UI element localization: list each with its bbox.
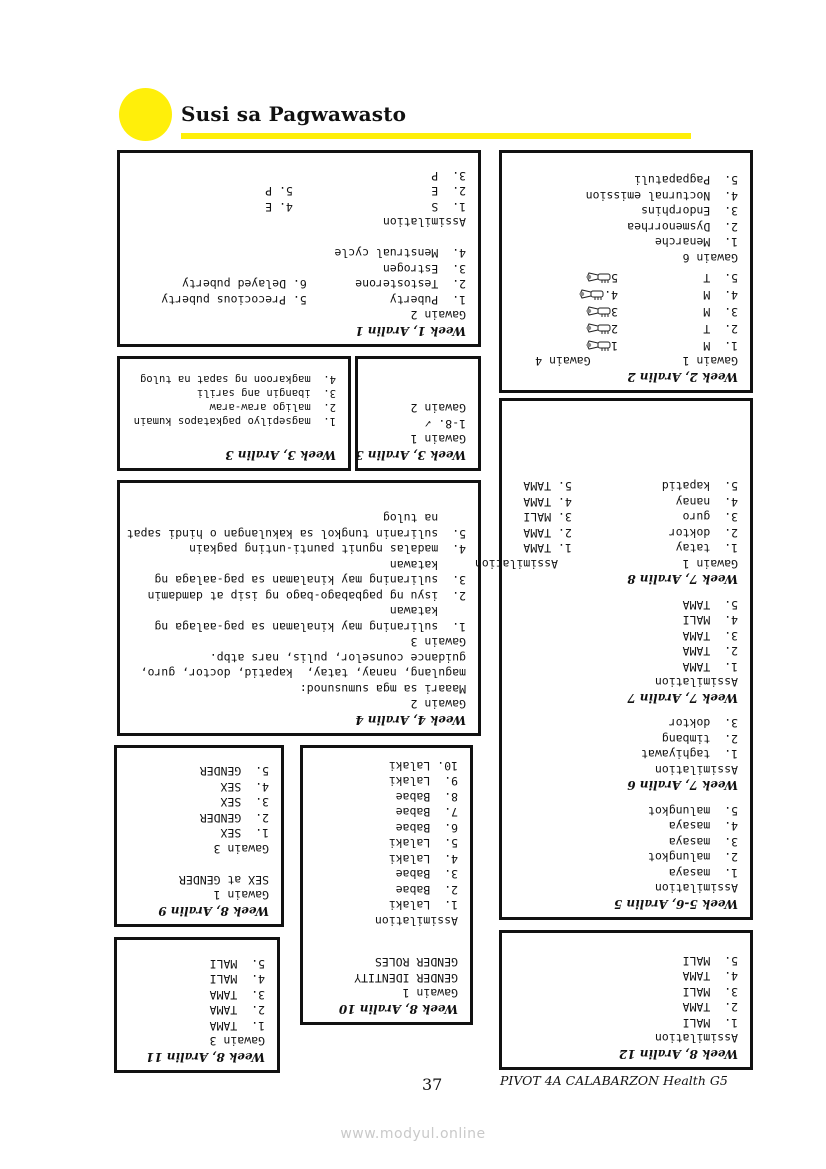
- hand-stamp-icon: [580, 288, 604, 302]
- answer-line: 10. Lalaki: [388, 759, 458, 773]
- answer-line: 5. suliranin tungkol sa kakulangan o hindi sapat: [126, 527, 466, 541]
- answer-line: 2. TAMA: [682, 1000, 738, 1015]
- answer-line: 1. Menarche: [654, 235, 738, 250]
- gawain4-number: 3: [611, 305, 618, 319]
- answer-line: 9. Lalaki: [388, 774, 458, 789]
- answer-line: 1. S 4. E: [265, 200, 466, 214]
- answer-line: 5. malungkot: [647, 804, 738, 818]
- answer-box-week3-aralin3-gawain1: [355, 356, 481, 471]
- answer-lines: [128, 168, 466, 323]
- gawain-row: [510, 336, 738, 353]
- answer-line: 1. magsepilyo pagkatapos kumain: [133, 415, 336, 428]
- gawain1-answer: 1. M: [703, 339, 738, 353]
- answer-line: Gawain 3: [213, 842, 269, 856]
- answer-lines: [311, 954, 458, 1001]
- answer-line: 1. TAMA: [209, 1019, 265, 1033]
- answer-line: guidance counselor, pulis, nars atbp.: [209, 651, 466, 665]
- answer-line: 3. guro 3. MALI: [523, 510, 738, 525]
- gawain1-answer: 5. T: [703, 271, 738, 285]
- answer-box-week8-aralin10: [300, 745, 473, 1025]
- box-title: Week 1, Aralin 1: [355, 324, 466, 338]
- answer-line: 5. Pagpapatuli: [634, 173, 738, 188]
- answer-line: 1. MALI: [682, 1016, 738, 1030]
- answer-line: 1. Puberty 5. Precocious puberty: [161, 293, 466, 307]
- answer-line: Assimilation: [374, 914, 458, 928]
- answer-line: 5. TAMA: [682, 598, 738, 612]
- answer-line: 3. Estrogen: [382, 262, 466, 276]
- answer-line: 7. Babae: [395, 805, 458, 820]
- gawain1-answer: 4. M: [703, 288, 738, 302]
- answer-line: 3. doktor: [668, 716, 738, 731]
- answer-line: 1. masaya: [668, 866, 738, 880]
- answer-line: 5. MALI: [209, 957, 265, 971]
- answer-line: 3. P: [431, 169, 466, 183]
- answer-line: Assimilation: [654, 1031, 738, 1046]
- answer-line: na tulog: [382, 511, 466, 526]
- box-title: Week 5-6, Aralin 5: [613, 897, 738, 911]
- answer-line: 3. suliraning may kinalaman sa pag-aalaga ng: [154, 573, 466, 588]
- answer-line: Assimilation: [654, 763, 738, 777]
- answer-line: 4. Nocturnal emission: [585, 189, 738, 203]
- answer-box-weeks-5-to-7: [474, 398, 753, 920]
- answer-box-week8-aralin12: [499, 930, 753, 1070]
- answer-line: 3. TAMA: [682, 629, 738, 643]
- answer-line: 3. MALI: [682, 985, 738, 999]
- answer-line: 2. Dysmenorrhea: [627, 220, 738, 234]
- answer-line: 2. isyu ng pagbabago-bago ng isip at damdamin: [147, 589, 466, 603]
- box-title: Week 8, Aralin 11: [145, 1050, 265, 1064]
- answer-line: 2. E 5. P: [265, 184, 466, 199]
- answer-line: 3. SEX: [220, 795, 269, 810]
- gawain4-number: 2: [611, 322, 618, 336]
- gawain1-answer: 3. M: [703, 305, 738, 319]
- answer-line: 4. Lalaki: [388, 852, 458, 866]
- answer-line: 2. Testosterone 6. Delayed puberty: [182, 277, 466, 292]
- answer-line: Assimilation: [654, 881, 738, 896]
- answer-line: 4. nanay 4. TAMA: [523, 495, 738, 509]
- box-title: Week 2, Aralin 2: [627, 370, 738, 384]
- answer-line: 4. madalas ngunit paunti-unting pagkain: [189, 542, 466, 557]
- hand-stamp-icon: [587, 322, 611, 336]
- box-title: Week 8, Aralin 12: [618, 1047, 738, 1061]
- gawain1-answer: 2. T: [703, 322, 738, 336]
- answer-line: 1. Lalaki: [388, 898, 458, 913]
- answer-line: 2. maligo araw-araw: [209, 401, 336, 414]
- answer-line: katawan: [389, 558, 466, 572]
- gawain1-label: Gawain 1: [682, 354, 738, 369]
- answer-line: Maaari sa mga sumusunod:: [299, 682, 466, 696]
- hand-stamp-icon: [587, 305, 611, 319]
- answer-line: [128, 230, 466, 246]
- page-number: 37: [422, 1075, 443, 1094]
- answer-line: 4. magkaroon ng sapat na tulog: [140, 373, 336, 386]
- answer-lines: [366, 400, 466, 447]
- answer-line: magulang, nanay, tatay, kapatid, doctor, guro,: [140, 666, 466, 681]
- answer-line: 2. TAMA: [682, 644, 738, 659]
- answer-line: Gawain 1: [213, 888, 269, 903]
- answer-lines: [510, 953, 738, 1046]
- answer-line: 4. TAMA: [682, 969, 738, 984]
- publication-label: PIVOT 4A CALABARZON Health G5: [500, 1073, 728, 1088]
- answer-line: 4. SEX: [220, 780, 269, 794]
- answer-line: Gawain 1: [410, 432, 466, 447]
- answer-line: 3. TAMA: [209, 988, 265, 1002]
- gawain-rows: [510, 268, 738, 353]
- hand-stamp-icon: [587, 339, 611, 353]
- box-title: Week 8, Aralin 10: [338, 1002, 458, 1016]
- answer-box-week8-aralin9: [114, 745, 284, 927]
- header-underline: [181, 133, 691, 139]
- answer-line: Gawain 3: [209, 1034, 265, 1049]
- answer-lines: [128, 510, 466, 712]
- answer-lines: [125, 956, 265, 1049]
- header-circle-decoration: [119, 88, 172, 141]
- answer-line: Gawain 2: [410, 697, 466, 712]
- box-title: Week 3, Aralin 3: [225, 448, 336, 462]
- answer-box-week2-aralin2: [499, 150, 753, 393]
- box-title: Week 8, Aralin 9: [158, 904, 269, 918]
- answer-line: Gawain 2: [410, 308, 466, 323]
- answer-line: 2. TAMA: [209, 1003, 265, 1018]
- answer-line: 1. SEX: [220, 826, 269, 841]
- answer-line: 5. kapatid 5. TAMA: [523, 479, 738, 494]
- box-title: Week 7, Aralin 7: [627, 691, 738, 705]
- answer-lines: [311, 758, 458, 929]
- answer-line: GENDER ROLES: [374, 955, 458, 970]
- gawain4-label: Gawain 4: [535, 354, 591, 369]
- box-title: Week 3, Aralin 3: [355, 448, 466, 462]
- hand-stamp-icon: [587, 271, 611, 285]
- answer-line: 5. MALI: [682, 954, 738, 968]
- answer-line: 2. timbang: [661, 732, 738, 746]
- answer-line: 1. TAMA: [682, 660, 738, 674]
- answer-box-week4-aralin4: [117, 480, 481, 736]
- answer-line: 4. MALI: [209, 972, 265, 987]
- answer-line: 2. GENDER: [199, 811, 269, 825]
- answer-line: Assimilation: [654, 675, 738, 690]
- answer-box-week8-aralin11: [114, 937, 280, 1073]
- site-watermark: www.modyul.online: [340, 1126, 486, 1142]
- gawain-row: [510, 285, 738, 302]
- gawain-row: [510, 268, 738, 285]
- answer-line: 3. Babae: [395, 867, 458, 882]
- gawain4-number: 5: [611, 271, 618, 285]
- answer-line: Gawain 1: [402, 986, 458, 1001]
- answer-lines: [125, 763, 269, 903]
- answer-line: GENDER IDENTITY: [354, 971, 458, 985]
- gawain6-label: Gawain 6: [682, 251, 738, 265]
- answer-line: Gawain 2: [410, 401, 466, 416]
- answer-line: 3. masaya: [668, 835, 738, 849]
- answer-line: 4. MALI: [682, 613, 738, 628]
- gawain-row: [510, 302, 738, 319]
- answer-lines: [510, 803, 738, 896]
- box-title: Week 7, Aralin 8: [627, 572, 738, 587]
- gawain-header-row: [510, 353, 738, 369]
- answer-lines: [128, 373, 336, 429]
- answer-line: 8. Babae: [395, 790, 458, 804]
- box-title: Week 7, Aralin 6: [627, 778, 738, 793]
- answer-line: 2. malungkot: [647, 850, 738, 865]
- gawain-row: [510, 319, 738, 336]
- answer-line: [125, 856, 269, 872]
- page-title: Susi sa Pagwawasto: [181, 102, 407, 126]
- answer-box-week1-aralin1: [117, 150, 481, 347]
- answer-line: 5. Lalaki: [388, 836, 458, 851]
- answer-line: Gawain 3: [410, 635, 466, 650]
- answer-line: 3. Endorphins: [641, 204, 738, 219]
- answer-line: 2. doktor 2. TAMA: [523, 526, 738, 540]
- gawain4-number: 1: [611, 339, 618, 353]
- answer-line: 4. masaya: [668, 819, 738, 834]
- answer-line: SEX at GENDER: [178, 873, 269, 887]
- answer-line: 1. taghiyawat: [641, 747, 738, 762]
- answer-line: 1-8. ✓: [424, 417, 466, 431]
- answer-lines: [510, 172, 738, 250]
- answer-line: 1. suliraning may kinalaman sa pag-aalaga ng: [154, 620, 466, 634]
- answer-line: 2. Babae: [395, 883, 458, 897]
- answer-line: Assimilation: [382, 215, 466, 230]
- answer-line: 1. tatay 1. TAMA: [523, 541, 738, 556]
- answer-line: 5. GENDER: [199, 764, 269, 779]
- answer-line: 4. Menstrual cycle: [334, 246, 466, 261]
- answer-line: katawan: [389, 604, 466, 619]
- answer-box-week3-aralin3-gawain2: [117, 356, 351, 471]
- answer-line: 6. Babae: [395, 821, 458, 835]
- answer-line: Gawain 1 Assimilation: [474, 557, 738, 571]
- answer-line: 3. ibangin ang sarili: [196, 387, 336, 400]
- answer-lines: [510, 715, 738, 777]
- answer-lines: [510, 597, 738, 690]
- answer-lines: [474, 478, 738, 571]
- gawain4-number: 4.: [604, 288, 618, 302]
- box-title: Week 4, Aralin 4: [355, 713, 466, 727]
